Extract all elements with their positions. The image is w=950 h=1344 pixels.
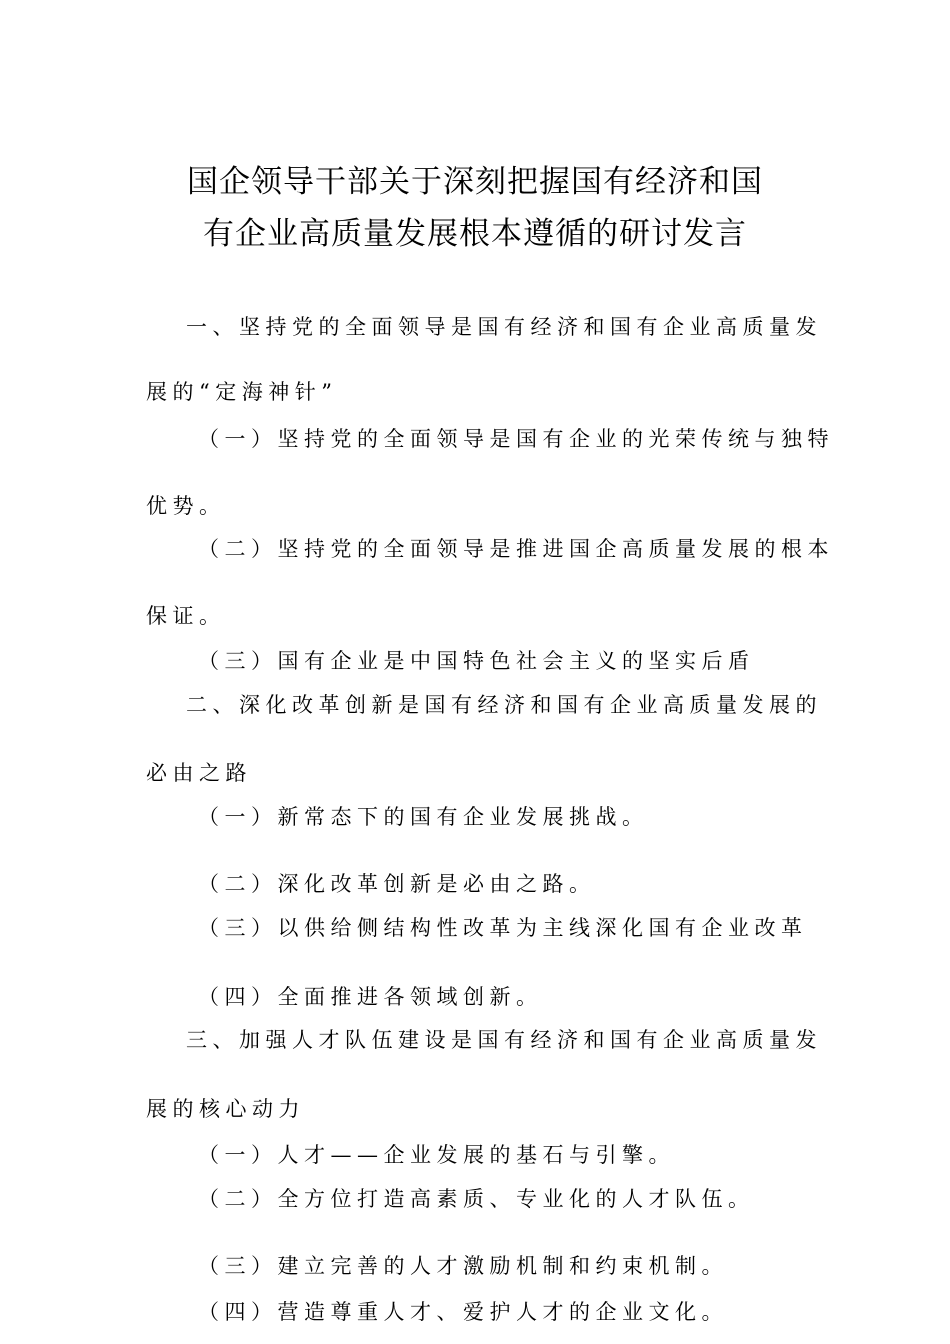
section-3-heading: 三、加强人才队伍建设是国有经济和国有企业高质量发 — [186, 1028, 822, 1052]
section-1-item-2-cont: 保证。 — [146, 604, 226, 628]
section-2-item-4: （四）全面推进各领域创新。 — [198, 985, 543, 1009]
section-2-item-3: （三）以供给侧结构性改革为主线深化国有企业改革 — [198, 916, 808, 940]
section-1-heading: 一、坚持党的全面领导是国有经济和国有企业高质量发 — [186, 315, 822, 339]
section-1-item-1: （一）坚持党的全面领导是国有企业的光荣传统与独特 — [198, 427, 834, 451]
document-title-line-2: 有企业高质量发展根本遵循的研讨发言 — [203, 216, 747, 252]
section-2-heading-cont: 必由之路 — [146, 761, 252, 785]
section-3-item-4: （四）营造尊重人才、爱护人才的企业文化。 — [198, 1300, 728, 1324]
section-1-item-1-cont: 优势。 — [146, 494, 226, 518]
document-title-line-1: 国企领导干部关于深刻把握国有经济和国 — [187, 164, 763, 200]
section-1-item-2: （二）坚持党的全面领导是推进国企高质量发展的根本 — [198, 537, 834, 561]
section-2-item-1: （一）新常态下的国有企业发展挑战。 — [198, 805, 649, 829]
section-1-item-3: （三）国有企业是中国特色社会主义的坚实后盾 — [198, 649, 755, 673]
section-1-heading-cont: 展的“定海神针” — [146, 380, 338, 404]
section-3-item-2: （二）全方位打造高素质、专业化的人才队伍。 — [198, 1187, 755, 1211]
section-2-item-2: （二）深化改革创新是必由之路。 — [198, 872, 596, 896]
section-3-item-3: （三）建立完善的人才激励机制和约束机制。 — [198, 1254, 728, 1278]
section-3-heading-cont: 展的核心动力 — [146, 1097, 305, 1121]
section-3-item-1: （一）人才——企业发展的基石与引擎。 — [198, 1143, 675, 1167]
section-2-heading: 二、深化改革创新是国有经济和国有企业高质量发展的 — [186, 693, 822, 717]
